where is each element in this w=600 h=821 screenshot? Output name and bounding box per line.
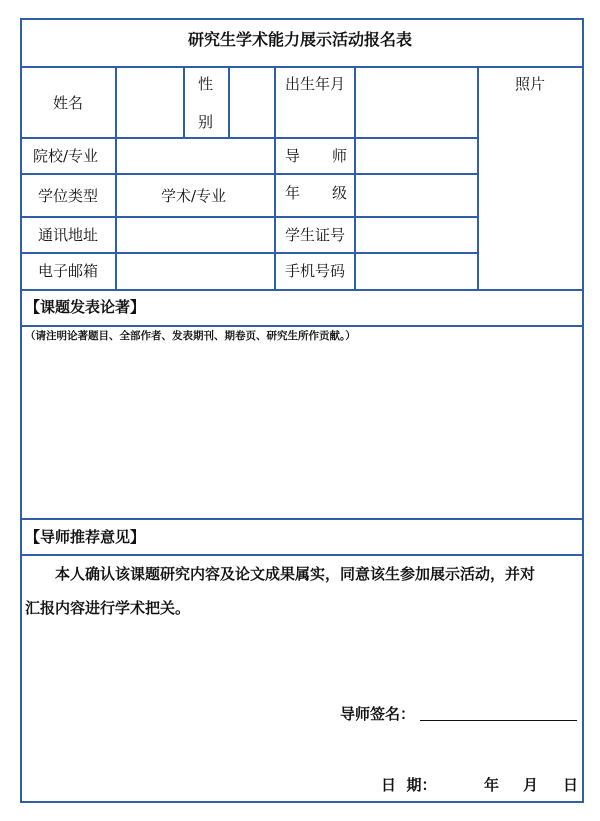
rule-info-bottom <box>20 289 584 291</box>
col-mid-label-left <box>274 66 276 290</box>
rule-pub-heading <box>20 325 584 327</box>
label-grade-a: 年 <box>285 184 301 202</box>
label-gender-top: 性 <box>198 75 214 93</box>
label-student-id: 学生证号 <box>285 226 346 244</box>
label-grade-b: 级 <box>332 184 348 202</box>
label-degree-type: 学位类型 <box>38 187 99 205</box>
rule-pub-bottom <box>20 518 584 520</box>
label-address: 通讯地址 <box>38 226 99 244</box>
label-school-major: 院校/专业 <box>33 147 99 165</box>
date-month: 月 <box>523 776 539 794</box>
registration-form <box>20 18 584 803</box>
label-name: 姓名 <box>53 94 84 112</box>
col-gender-left <box>183 66 185 138</box>
rule-row4 <box>20 252 478 254</box>
recommendation-heading: 【导师推荐意见】 <box>25 528 146 546</box>
rule-row2 <box>20 173 478 175</box>
rule-row1 <box>20 137 478 139</box>
date-day: 日 <box>563 776 579 794</box>
publications-heading: 【课题发表论著】 <box>25 298 146 316</box>
rule-under-title <box>20 66 584 68</box>
label-advisor-a: 导 <box>285 147 301 165</box>
label-birth: 出生年月 <box>285 75 346 93</box>
form-title: 研究生学术能力展示活动报名表 <box>187 30 412 49</box>
signature-line <box>420 720 577 721</box>
col-photo-left <box>477 66 479 290</box>
degree-type-value: 学术/专业 <box>161 187 227 205</box>
col-mid-label-right <box>354 66 356 290</box>
rule-row3 <box>20 216 478 218</box>
recommendation-line2: 汇报内容进行学术把关。 <box>25 599 191 617</box>
label-phone: 手机号码 <box>285 262 346 280</box>
date-year: 年 <box>484 776 500 794</box>
col-label-divider <box>115 66 117 290</box>
recommendation-line1: 本人确认该课题研究内容及论文成果属实，同意该生参加展示活动，并对 <box>55 565 536 583</box>
label-email: 电子邮箱 <box>38 262 99 280</box>
col-gender-right <box>228 66 230 138</box>
publications-note: （请注明论著题目、全部作者、发表期刊、期卷页、研究生所作贡献。） <box>25 330 356 342</box>
label-advisor-b: 师 <box>332 147 348 165</box>
rule-rec-heading <box>20 554 584 556</box>
date-label: 日 期： <box>381 776 437 794</box>
signature-label: 导师签名： <box>340 705 416 723</box>
label-gender-bottom: 别 <box>198 113 214 131</box>
label-photo: 照片 <box>515 75 546 93</box>
